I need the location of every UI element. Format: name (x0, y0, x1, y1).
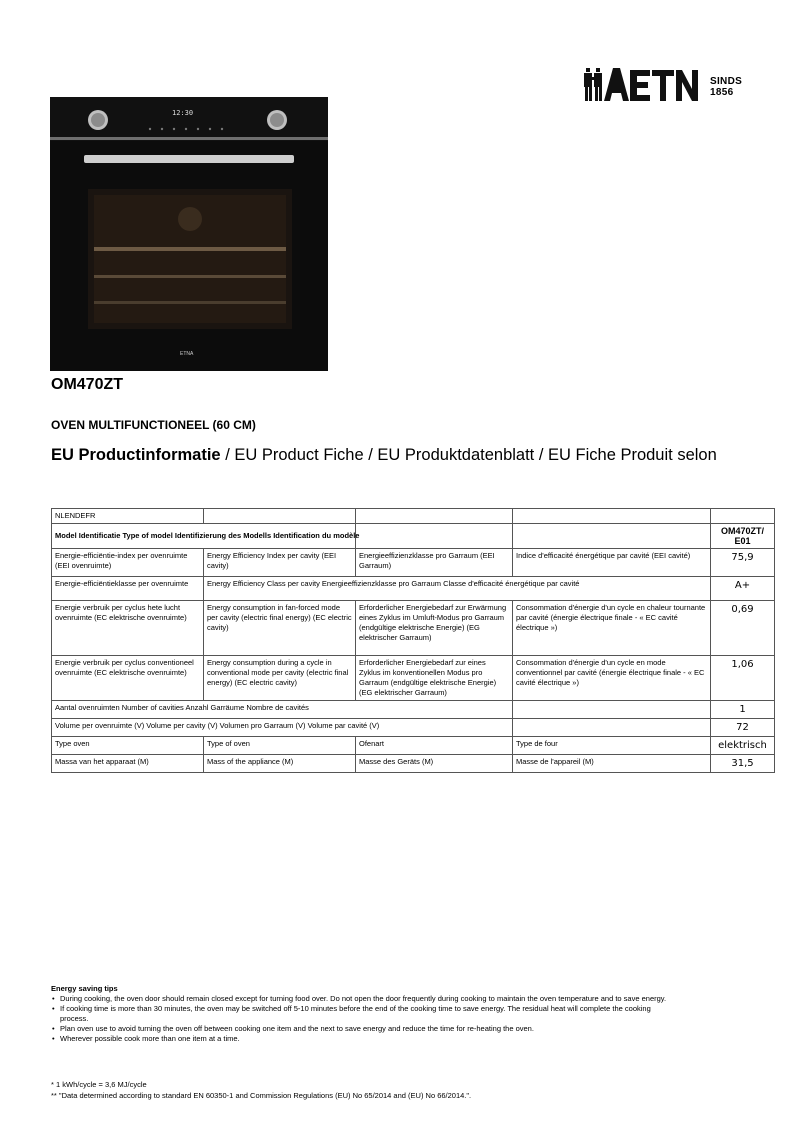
footnote-1: * 1 kWh/cycle = 3,6 MJ/cycle (51, 1080, 147, 1089)
table-row (52, 737, 775, 755)
oven-panel-brand: ETNA (180, 351, 194, 357)
model-id-value: OM470ZT/ E01 (711, 524, 775, 549)
table-row (52, 549, 775, 577)
logo-year-text: 1856 (710, 87, 734, 98)
oven-product-image (50, 97, 328, 371)
cell-value: 75,9 (711, 549, 775, 577)
cell-en: Energy Efficiency Index per cavity (EEI cavity) (204, 549, 356, 577)
cell-fr: Indice d'efficacité énergétique par cavité (EEI cavité) (513, 549, 711, 577)
oven-display-time: 12:30 (172, 109, 194, 117)
cell-value: 1 (711, 701, 775, 719)
product-fiche-table (51, 508, 775, 773)
table-row (52, 755, 775, 773)
model-title: OM470ZT (51, 376, 124, 393)
tips-list (51, 994, 671, 1044)
cell-value: 0,69 (711, 601, 775, 656)
cell-de: Erforderlicher Energiebedarf zur Erwärmung eines Zyklus im Umluft-Modus pro Garraum (endgültige elektrische Energie) (EG elektrischer Garraum) (356, 601, 513, 656)
logo-sinds-text: SINDS (710, 76, 743, 87)
cell-nl: Energie-efficiëntieklasse per ovenruimte (52, 577, 204, 601)
footnotes (51, 1079, 471, 1101)
cell-nl: Type oven (52, 737, 204, 755)
table-row (52, 601, 775, 656)
cell-fr: Consommation d'énergie d'un cycle en chaleur tournante par cavité (énergie électrique finale - « EC cavité électrique ») (513, 601, 711, 656)
heading-rest: / EU Product Fiche / EU Produktdatenblatt / EU Fiche Produit selon (220, 446, 717, 464)
cell-value: 72 (711, 719, 775, 737)
model-id-label: Model Identificatie Type of model Identifizierung des Modells Identification du modèle (52, 524, 356, 549)
table-row (52, 656, 775, 701)
svg-text:®: ® (694, 69, 697, 74)
cell-combined: Aantal ovenruimten Number of cavities Anzahl Garräume Nombre de cavités (52, 701, 513, 719)
cell-value: 1,06 (711, 656, 775, 701)
cell-nl: Energie verbruik per cyclus hete lucht ovenruimte (EC elektrische ovenruimte) (52, 601, 204, 656)
cell-value: 31,5 (711, 755, 775, 773)
list-item: • If cooking time is more than 30 minutes, the oven may be switched off 5-10 minutes before the end of the cooking time to save energy. The residual heat will complete the cooking process. (60, 1004, 671, 1024)
list-item: • Plan oven use to avoid turning the oven off between cooking one item and the next to save energy and reduce the time for re-heating the oven. (60, 1024, 671, 1034)
cell-de: Masse des Geräts (M) (356, 755, 513, 773)
page-heading (51, 446, 717, 465)
energy-saving-tips (51, 984, 671, 1044)
tips-title: Energy saving tips (51, 984, 118, 993)
table-row (52, 577, 775, 601)
lang-header: NLENDEFR (52, 509, 204, 524)
cell-fr: Consommation d'énergie d'un cycle en mode conventionnel par cavité (énergie électrique finale - « EC cavité électrique ») (513, 656, 711, 701)
cell-de: Energieeffizienzklasse pro Garraum (EEI Garraum) (356, 549, 513, 577)
cell-en: Energy consumption during a cycle in conventional mode per cavity (electric final energy) (EC electric cavity) (204, 656, 356, 701)
table-row (52, 701, 775, 719)
cell-de: Erforderlicher Energiebedarf zur eines Zyklus im konventionellen Modus pro Garraum (endgültige elektrische Energie) (EG elektrischer Garraum) (356, 656, 513, 701)
list-item: • During cooking, the oven door should remain closed except for turning food over. Do not open the door frequently during cooking to maintain the oven temperature and to save energy. (60, 994, 671, 1004)
cell-de: Ofenart (356, 737, 513, 755)
cell-en: Type of oven (204, 737, 356, 755)
footnote-2: ** "Data determined according to standard EN 60350-1 and Commission Regulations (EU) No 65/2014 and (EU) No 66/2014.". (51, 1091, 472, 1100)
cell-combined: Volume per ovenruimte (V) Volume per cavity (V) Volumen pro Garraum (V) Volume par cavité (V) (52, 719, 513, 737)
cell-value: A+ (711, 577, 775, 601)
list-item: • Wherever possible cook more than one item at a time. (60, 1034, 671, 1044)
cell-combined: Energy Efficiency Class per cavity Energieeffizienzklasse pro Garraum Classe d'efficacité énergétique par cavité (204, 577, 711, 601)
cell-nl: Energie verbruik per cyclus conventioneel ovenruimte (EC elektrische ovenruimte) (52, 656, 204, 701)
cell-fr: Masse de l'appareil (M) (513, 755, 711, 773)
cell-value: elektrisch (711, 737, 775, 755)
cell-fr: Type de four (513, 737, 711, 755)
cell-en: Mass of the appliance (M) (204, 755, 356, 773)
table-row (52, 719, 775, 737)
cell-nl: Massa van het apparaat (M) (52, 755, 204, 773)
cell-nl: Energie-efficiëntie-index per ovenruimte (EEI ovenruimte) (52, 549, 204, 577)
heading-bold: EU Productinformatie (51, 446, 221, 464)
cell-en: Energy consumption in fan-forced mode per cavity (electric final energy) (EC electric cavity) (204, 601, 356, 656)
product-category: OVEN MULTIFUNCTIONEEL (60 CM) (51, 418, 256, 432)
